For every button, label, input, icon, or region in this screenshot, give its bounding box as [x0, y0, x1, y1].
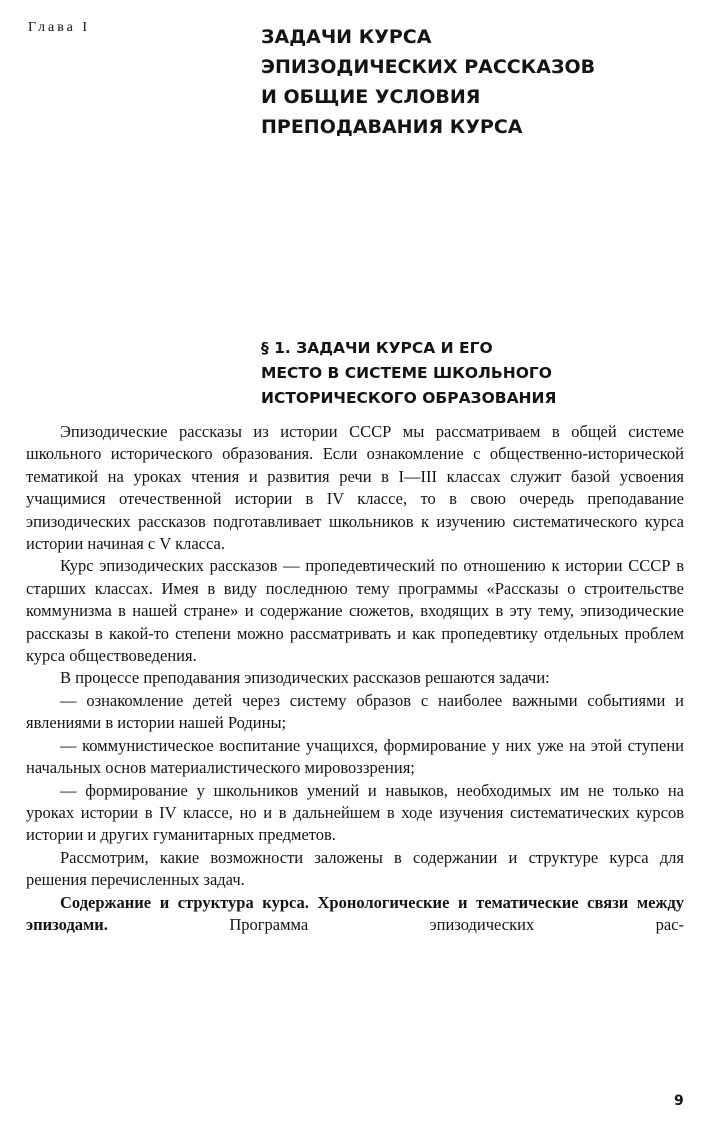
section-heading: [261, 336, 556, 411]
paragraph: Эпизодические рассказы из истории СССР мы рассматриваем в общей системе школьного исторического образования. Если ознакомление с общественно-исторической тематикой на уроках чтения и развития речи в I—III классах служит базой усвоения учащимися отечественной истории в IV классе, то в свою очередь преподавание эпизодических рассказов подготавливает школьников к изучению систематического курса истории начиная с V класса.: [26, 422, 684, 554]
page-number: 9: [674, 1093, 684, 1109]
list-item: — ознакомление детей через систему образов с наиболее важными событиями и явлениями в истории нашей Родины;: [26, 690, 684, 733]
section-heading-line: ИСТОРИЧЕСКОГО ОБРАЗОВАНИЯ: [261, 389, 557, 407]
chapter-title-line: ЭПИЗОДИЧЕСКИХ РАССКАЗОВ: [261, 56, 596, 78]
section-heading-line: § 1. ЗАДАЧИ КУРСА И ЕГО: [261, 339, 493, 357]
list-item: — формирование у школьников умений и навыков, необходимых им не только на уроках истории в IV классе, но и в дальнейшем в ходе изучения систематических курсов истории и других гуманитарных предметов.: [26, 780, 684, 845]
body-text: [26, 421, 684, 936]
paragraph-last: [26, 892, 684, 937]
chapter-title-line: ЗАДАЧИ КУРСА: [261, 26, 432, 48]
list-item: — коммунистическое воспитание учащихся, формирование у них уже на этой ступени начальных основ материалистического мировоззрения;: [26, 735, 684, 778]
paragraph-continuation: Программа эпизодических рас-: [107, 914, 684, 934]
run-in-heading: Содержание и структура курса. Хронологические и тематические связи между эпизодами.: [26, 892, 684, 934]
paragraph: Курс эпизодических рассказов — пропедевтический по отношению к истории СССР в старших классах. Имея в виду последнюю тему программы «Рассказы о строительстве коммунизма в нашей стране» и содержание сюжетов, входящих в эту тему, эпизодические рассказы в какой-то степени можно рассматривать и как пропедевтику отдельных проблем курса обществоведения.: [26, 556, 684, 666]
chapter-label: Глава I: [28, 20, 91, 35]
paragraph: В процессе преподавания эпизодических рассказов решаются задачи:: [60, 668, 550, 688]
chapter-title: [261, 22, 595, 142]
chapter-title-line: И ОБЩИЕ УСЛОВИЯ: [261, 86, 481, 108]
section-heading-line: МЕСТО В СИСТЕМЕ ШКОЛЬНОГО: [261, 364, 552, 382]
chapter-title-line: ПРЕПОДАВАНИЯ КУРСА: [261, 116, 523, 138]
paragraph: Рассмотрим, какие возможности заложены в содержании и структуре курса для решения перечисленных задач.: [26, 847, 684, 890]
